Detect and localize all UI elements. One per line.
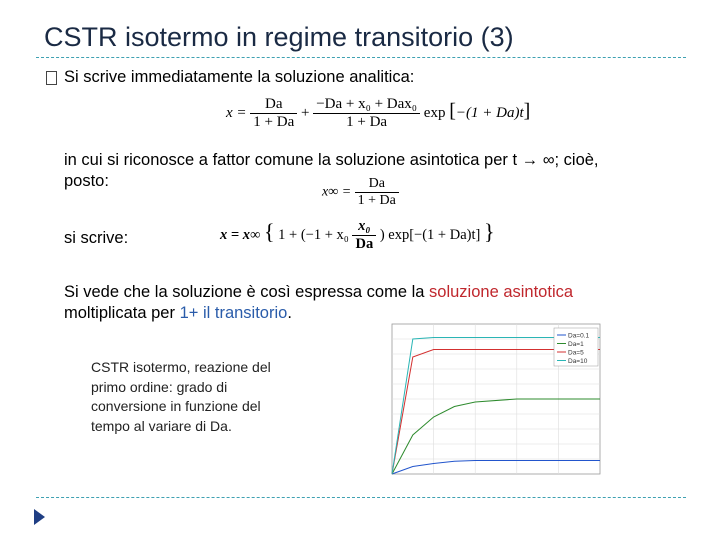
equation-2 [322,176,399,209]
legend-label: Da=10 [568,358,588,365]
next-arrow-icon[interactable] [34,509,45,525]
eq2-fraction: $\frac{Da}{1 + Da}$ [355,176,399,209]
eq1-fraction-1: $\frac{Da}{1 + Da}$ [250,96,297,131]
legend-label: Da=1 [568,341,584,348]
paragraph-3-line-1 [64,282,573,303]
paragraph-3-end: . [287,304,292,322]
equation-1: x = $\frac{Da}{1 + Da}$ + $\frac{\text{−Da + x₀ + Dax₀}}{1 + Da}$ exp [−(1 + Da)t] [226,96,531,130]
bullet-text: Si scrive immediatamente la soluzione analitica: [64,68,415,86]
eq1-exp: exp [423,104,446,121]
footer-divider [36,497,686,498]
title-divider [36,57,686,58]
conversion-chart [370,318,610,488]
bullet-icon [46,71,57,85]
slide-title: CSTR isotermo in regime transitorio (3) [44,22,514,52]
paragraph-3-text: Si vede che la soluzione è così espressa come la [64,283,430,301]
eq1-plus: + [300,104,310,121]
eq2-lhs: x∞ = [322,184,352,200]
legend-label: Da=0.1 [568,332,590,340]
legend-label: Da=5 [568,349,584,357]
paragraph-1: in cui si riconosce a fattor comune la soluzione asintotica per t → ∞; cioè, [64,151,599,169]
highlight-transient: 1+ il transitorio [179,304,288,322]
eq3-inner-b: ) exp[−(1 + Da)t] [379,226,481,243]
eq3-lhs: x = x∞ [220,226,261,243]
figure-caption: CSTR isotermo, reazione del primo ordine: grado di conversione in funzione del tempo al variare di Da. [91,359,271,434]
paragraph-3-line-2 [64,303,292,324]
equation-3: x = x∞ { 1 + (−1 + x₀ x₀ Da ) exp[−(1 + Da)t] } [220,218,495,252]
eq3-fraction: x₀ Da [352,218,376,253]
paragraph-1b: posto: [64,172,109,190]
eq1-bracket: −(1 + Da)t [455,104,524,121]
paragraph-3-text-2: moltiplicata per [64,304,180,322]
eq1-fraction-2: $\frac{\text{−Da + x₀ + Dax₀}}{1 + Da}$ [313,96,420,131]
chart-legend [554,328,598,366]
eq3-inner-a: 1 + (−1 + x₀ [278,226,353,243]
eq1-lhs: x = [226,104,247,121]
highlight-asymptotic: soluzione asintotica [429,283,574,301]
paragraph-2: si scrive: [64,229,129,247]
